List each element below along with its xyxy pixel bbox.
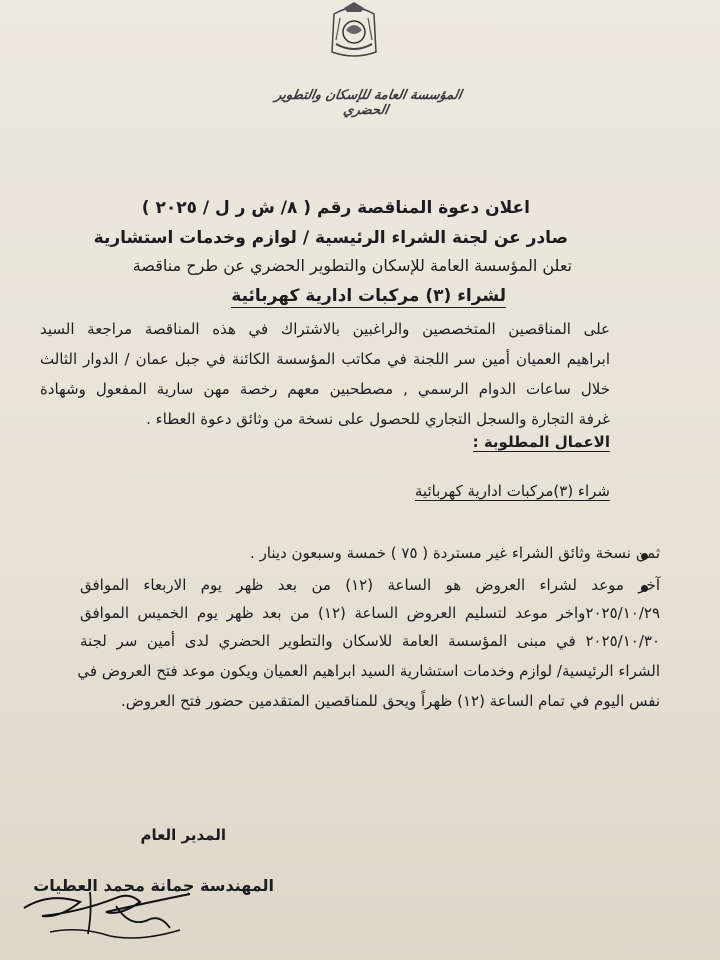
deadline-line-3: ٢٠٢٥/١٠/٣٠ في مبنى المؤسسة العامة للاسكان والتطوير الحضري لدى أمين سر لجنة (80, 632, 660, 650)
deadline-line-1: آخر موعد لشراء العروض هو الساعة (١٢) من بعد ظهر يوم الاربعاء الموافق (80, 576, 660, 594)
announcement-intro: تعلن المؤسسة العامة للإسكان والتطوير الحضري عن طرح مناقصة (132, 256, 572, 275)
issuing-committee: صادر عن لجنة الشراء الرئيسية / لوازم وخدمات استشارية (93, 228, 568, 248)
signatory-name: المهندسة جمانة محمد العطيات (33, 876, 274, 895)
required-works-label: الاعمال المطلوبة : (472, 433, 610, 451)
signatory-title: المدير العام (140, 826, 226, 844)
organization-logo: المؤسسة العامة للإسكان والتطوير الحضري (273, 88, 463, 118)
body-line-4: غرفة التجارة والسجل التجاري للحصول على نسخة من وثائق دعوة العطاء . (146, 410, 610, 428)
deadline-line-5: نفس اليوم في تمام الساعة (١٢) ظهراً ويحق للمناقصين المتقدمين حضور فتح العروض. (120, 692, 660, 710)
deadline-line-2: ٢٠٢٥/١٠/٢٩واخر موعد لتسليم العروض الساعة (١٢) من بعد ظهر يوم الخميس الموافق (80, 604, 660, 622)
announcement-title: اعلان دعوة المناقصة رقم ( ٨/ ش ر ل / ٢٠٢٥ ) (141, 198, 530, 218)
handwritten-signature (20, 872, 210, 952)
coat-of-arms-icon (326, 0, 382, 64)
deadline-line-4: الشراء الرئيسية/ لوازم وخدمات استشارية السيد ابراهيم العميان ويكون موعد فتح العروض في (77, 662, 660, 680)
body-line-1: على المناقصين المتخصصين والراغبين بالاشتراك في هذه المناقصة مراجعة السيد (40, 320, 610, 338)
tender-item-title: لشراء (٣) مركبات ادارية كهربائية (231, 286, 506, 306)
document-price-line: ثمن نسخة وثائق الشراء غير مستردة ( ٧٥ ) خمسة وسبعون دينار . (250, 544, 660, 562)
body-line-3: خلال ساعات الدوام الرسمي , مصطحبين معهم رخصة مهن سارية المفعول وشهادة (40, 380, 610, 398)
required-works-item: شراء (٣)مركبات ادارية كهربائية (414, 482, 610, 500)
body-line-2: ابراهيم العميان أمين سر اللجنة في مكاتب المؤسسة الكائنة في جبل عمان / الدوار الثالث (40, 350, 610, 368)
